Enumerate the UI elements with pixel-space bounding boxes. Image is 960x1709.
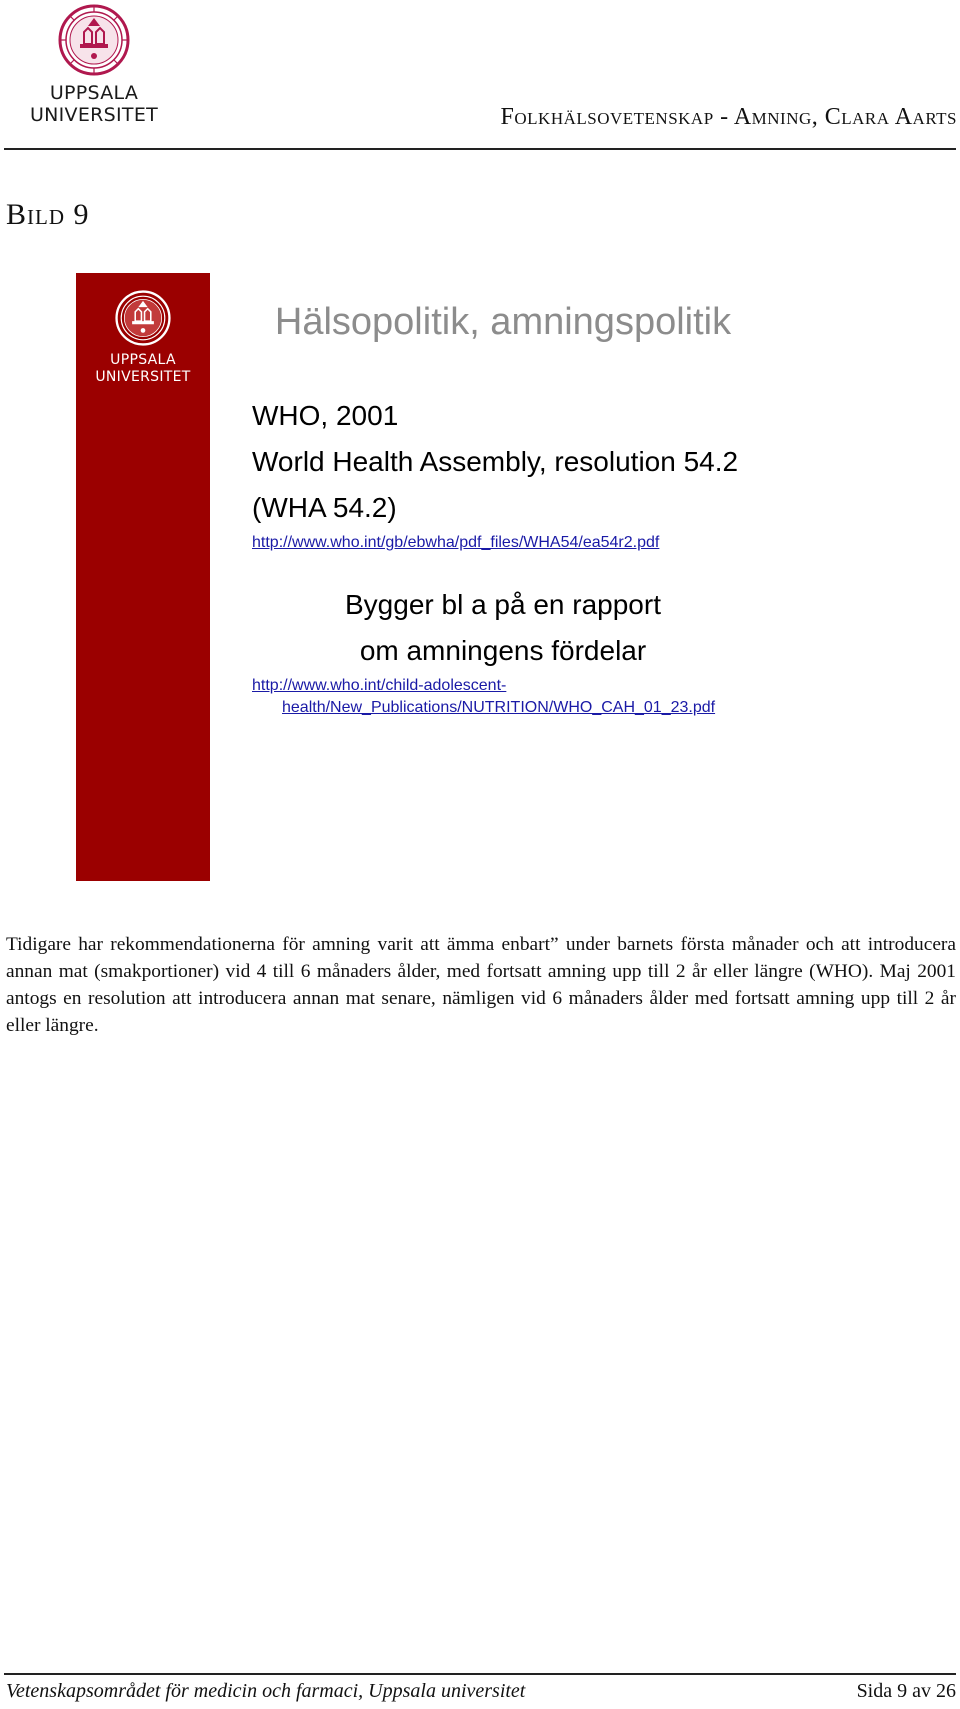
slide-logo <box>76 290 210 386</box>
header-divider <box>4 148 956 150</box>
footer-institution: Vetenskapsområdet för medicin och farmaci, Uppsala universitet <box>6 1680 526 1702</box>
university-seal-icon <box>115 290 171 346</box>
slide-image <box>76 273 796 881</box>
slide-center-line-2: om amningens fördelar <box>359 635 647 666</box>
slide-line-wha: (WHA 54.2) <box>252 492 397 523</box>
slide-line-who: WHO, 2001 <box>252 400 399 431</box>
slide-label: Bild 9 <box>6 198 90 231</box>
header-title: Folkhälsovetenskap - Amning, Clara Aarts <box>500 104 957 130</box>
slide-logo-text <box>76 352 210 386</box>
slide-logo-line-2: UNIVERSITET <box>95 369 191 385</box>
page-header <box>0 0 960 150</box>
slide-title: Hälsopolitik, amningspolitik <box>274 301 732 343</box>
slide-link-wha[interactable]: http://www.who.int/gb/ebwha/pdf_files/WHA54/ea54r2.pdf <box>252 534 660 551</box>
slide-link-report-part-2[interactable]: health/New_Publications/NUTRITION/WHO_CAH_01_23.pdf <box>282 699 716 716</box>
slide-link-report-part-1[interactable]: http://www.who.int/child-adolescent- <box>252 677 507 694</box>
logo-line-2: UNIVERSITET <box>29 104 159 126</box>
slide-center-line-1: Bygger bl a på en rapport <box>345 589 661 620</box>
university-seal-icon <box>58 4 130 76</box>
university-logo <box>26 4 162 126</box>
slide-logo-line-1: UPPSALA <box>110 352 176 368</box>
logo-text <box>26 82 162 126</box>
footer-divider <box>4 1673 956 1675</box>
footer-page-number: Sida 9 av 26 <box>856 1680 956 1702</box>
body-paragraph: Tidigare har rekommendationerna för amning varit att ämma enbart” under barnets första månader och att introducera annan mat (smakportioner) vid 4 till 6 månaders ålder, med fortsatt amning upp till 2 år eller längre (WHO). Maj 2001 antogs en resolution att introducera annan mat senare, nämligen vid 6 månaders ålder med fortsatt amning upp till 2 år eller längre. <box>6 934 956 1036</box>
slide-line-assembly: World Health Assembly, resolution 54.2 <box>252 446 739 477</box>
logo-line-1: UPPSALA <box>49 82 139 104</box>
